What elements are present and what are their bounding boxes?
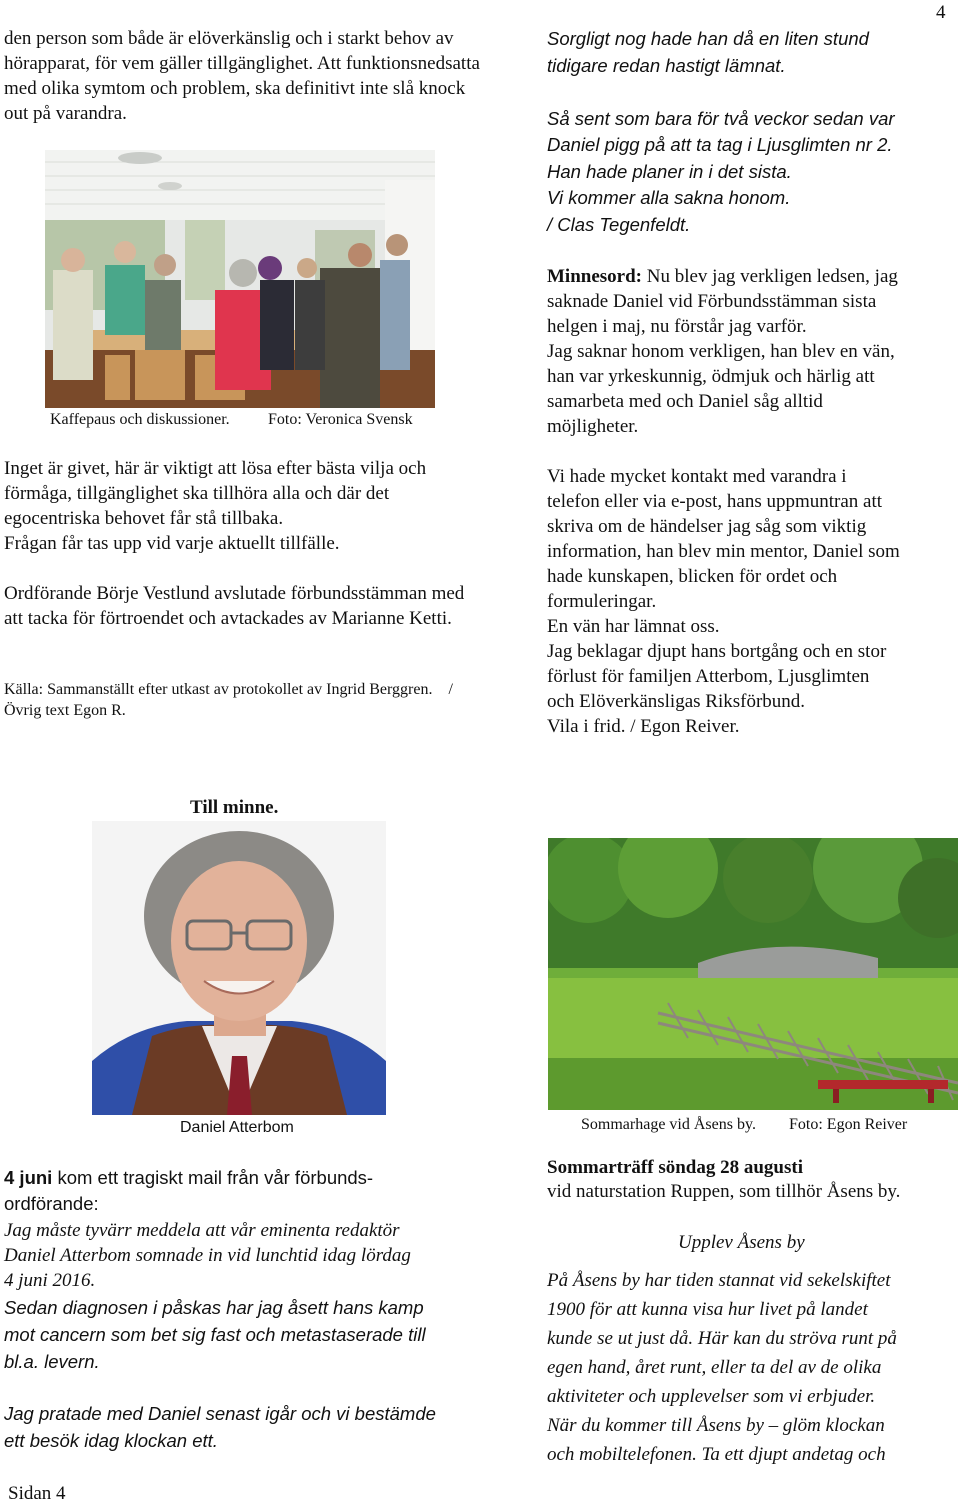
contact-block — [547, 464, 959, 739]
summer-body-line: egen hand, året runt, eller ta del av de olika — [547, 1357, 882, 1378]
portrait-drawing — [92, 821, 386, 1115]
page-number: 4 — [936, 2, 946, 23]
footer-page-label: Sidan 4 — [8, 1483, 66, 1504]
contact-line: telefon eller via e-post, hans uppmuntran att — [547, 491, 883, 512]
summer-photo-credit: Foto: Egon Reiver — [789, 1116, 908, 1133]
source-note — [4, 679, 464, 721]
summer-heading: Sommarträff söndag 28 augusti — [547, 1157, 803, 1178]
meeting-photo-credit: Foto: Veronica Svensk — [268, 411, 413, 428]
contact-line: Vi hade mycket kontakt med varandra i — [547, 466, 847, 487]
meeting-photo-drawing — [45, 150, 435, 408]
minnesord-line: Jag saknar honom verkligen, han blev en vän, — [547, 341, 895, 362]
paragraph-tillganglighet: Inget är givet, här är viktigt att lösa efter bästa vilja och förmåga, tillgänglighet ska tillhöra alla och där det egocentriska behovet får stå tillbaka. — [4, 458, 427, 529]
contact-line: En vän har lämnat oss. — [547, 616, 720, 637]
memorial-quote-line: Sedan diagnosen i påskas har jag åsett hans kamp — [4, 1297, 424, 1318]
memorial-intro-text-2: ordförande: — [4, 1193, 99, 1214]
portrait-caption: Daniel Atterbom — [180, 1119, 294, 1136]
minnesord-line: han var yrkeskunnig, ödmjuk och härlig att — [547, 366, 875, 387]
minnesord-line: samarbeta med och Daniel såg alltid — [547, 391, 823, 412]
paragraph-ordforande: Ordförande Börje Vestlund avslutade förbundsstämman med att tacka för förtroendet och avtackades av Marianne Ketti. — [4, 583, 465, 629]
summer-body-line: 1900 för att kunna visa hur livet på landet — [547, 1299, 868, 1320]
condolence-line: Sorgligt nog hade han då en liten stund — [547, 28, 869, 49]
contact-line: information, han blev min mentor, Daniel som — [547, 541, 900, 562]
portrait-photo — [92, 821, 386, 1115]
memorial-quote-line: Jag måste tyvärr meddela att vår eminenta redaktör — [4, 1220, 400, 1241]
summer-body-line: aktiviteter och upplevelser som vi erbjuder. — [547, 1386, 876, 1407]
contact-line: formuleringar. — [547, 591, 657, 612]
contact-line: förlust för familjen Atterbom, Ljusglimten — [547, 666, 870, 687]
condolence-line: tidigare redan hastigt lämnat. — [547, 54, 786, 76]
memorial-quote-line: ett besök idag klockan ett. — [4, 1430, 218, 1451]
memorial-intro — [4, 1165, 484, 1217]
memorial-quote-line: mot cancern som bet sig fast och metastaserade till — [4, 1324, 426, 1345]
memorial-quote-line: 4 juni 2016. — [4, 1270, 96, 1291]
condolence-line: Han hade planer in i det sista. — [547, 160, 792, 182]
memorial-quote-line: Jag pratade med Daniel senast igår och vi bestämde — [4, 1403, 436, 1424]
minnesord-line: helgen i maj, nu förstår jag varför. — [547, 316, 807, 337]
condolence-line: Daniel pigg på att ta tag i Ljusglimten nr 2. — [547, 134, 893, 155]
summer-subheading: vid naturstation Ruppen, som tillhör Åsens by. — [547, 1181, 901, 1202]
summer-body-line: kunde se ut just då. Här kan du ströva runt på — [547, 1328, 897, 1349]
summer-body-line: När du kommer till Åsens by – glöm klockan — [547, 1415, 885, 1436]
condolence-spacer — [547, 79, 957, 106]
minnesord-label: Minnesord: — [547, 266, 642, 287]
contact-signature: Vila i frid. / Egon Reiver. — [547, 716, 740, 737]
memorial-intro-text: kom ett tragiskt mail från vår förbunds- — [52, 1167, 374, 1188]
memorial-heading: Till minne. — [190, 797, 279, 818]
intro-paragraph: den person som både är elöverkänslig och i starkt behov av hörapparat, för vem gäller tillgänglighet. Att funktionsnedsatta med olika symtom och problem, ska definitivt inte slå knock out på varandra. — [4, 28, 480, 124]
memorial-quote-serif — [4, 1218, 484, 1293]
source-text: Källa: Sammanställt efter utkast av protokollet av Ingrid Berggren. — [4, 681, 433, 698]
summer-photo-caption: Sommarhage vid Åsens by. — [581, 1116, 756, 1133]
contact-line: och Elöverkänsligas Riksförbund. — [547, 691, 806, 712]
summer-body-line: och mobiltelefonen. Ta ett djupt andetag och — [547, 1444, 886, 1465]
meeting-photo — [45, 150, 435, 408]
minnesord-line: Nu blev jag verkligen ledsen, jag — [642, 266, 898, 287]
summer-body — [547, 1266, 959, 1469]
memorial-quote-line: bl.a. levern. — [4, 1351, 100, 1372]
memorial-quote-sans-2 — [4, 1400, 484, 1454]
upplev-heading: Upplev Åsens by — [678, 1232, 805, 1253]
minnesord-block — [547, 264, 959, 439]
summer-body-line: På Åsens by har tiden stannat vid sekelskiftet — [547, 1270, 891, 1291]
memorial-quote-line: Daniel Atterbom somnade in vid lunchtid idag lördag — [4, 1245, 411, 1266]
condolence-signature: / Clas Tegenfeldt. — [547, 213, 691, 235]
memorial-quote-sans — [4, 1294, 484, 1375]
minnesord-line: möjligheter. — [547, 416, 639, 437]
paragraph-fragan: Frågan får tas upp vid varje aktuellt tillfälle. — [4, 533, 340, 554]
contact-line: hade kunskapen, blicken för ordet och — [547, 566, 838, 587]
condolence-italic-block — [547, 26, 957, 238]
source-credit: / Övrig text Egon R. — [4, 681, 453, 719]
contact-line: skriva om de händelser jag såg som viktig — [547, 516, 867, 537]
contact-line: Jag beklagar djupt hans bortgång och en stor — [547, 641, 887, 662]
condolence-line: Vi kommer alla sakna honom. — [547, 187, 791, 208]
summer-pasture-photo — [548, 838, 958, 1110]
meeting-photo-caption: Kaffepaus och diskussioner. — [50, 411, 230, 428]
minnesord-line: saknade Daniel vid Förbundsstämman sista — [547, 291, 877, 312]
summer-pasture-drawing — [548, 838, 958, 1110]
condolence-line: Så sent som bara för två veckor sedan var — [547, 107, 895, 129]
memorial-date: 4 juni — [4, 1167, 53, 1188]
